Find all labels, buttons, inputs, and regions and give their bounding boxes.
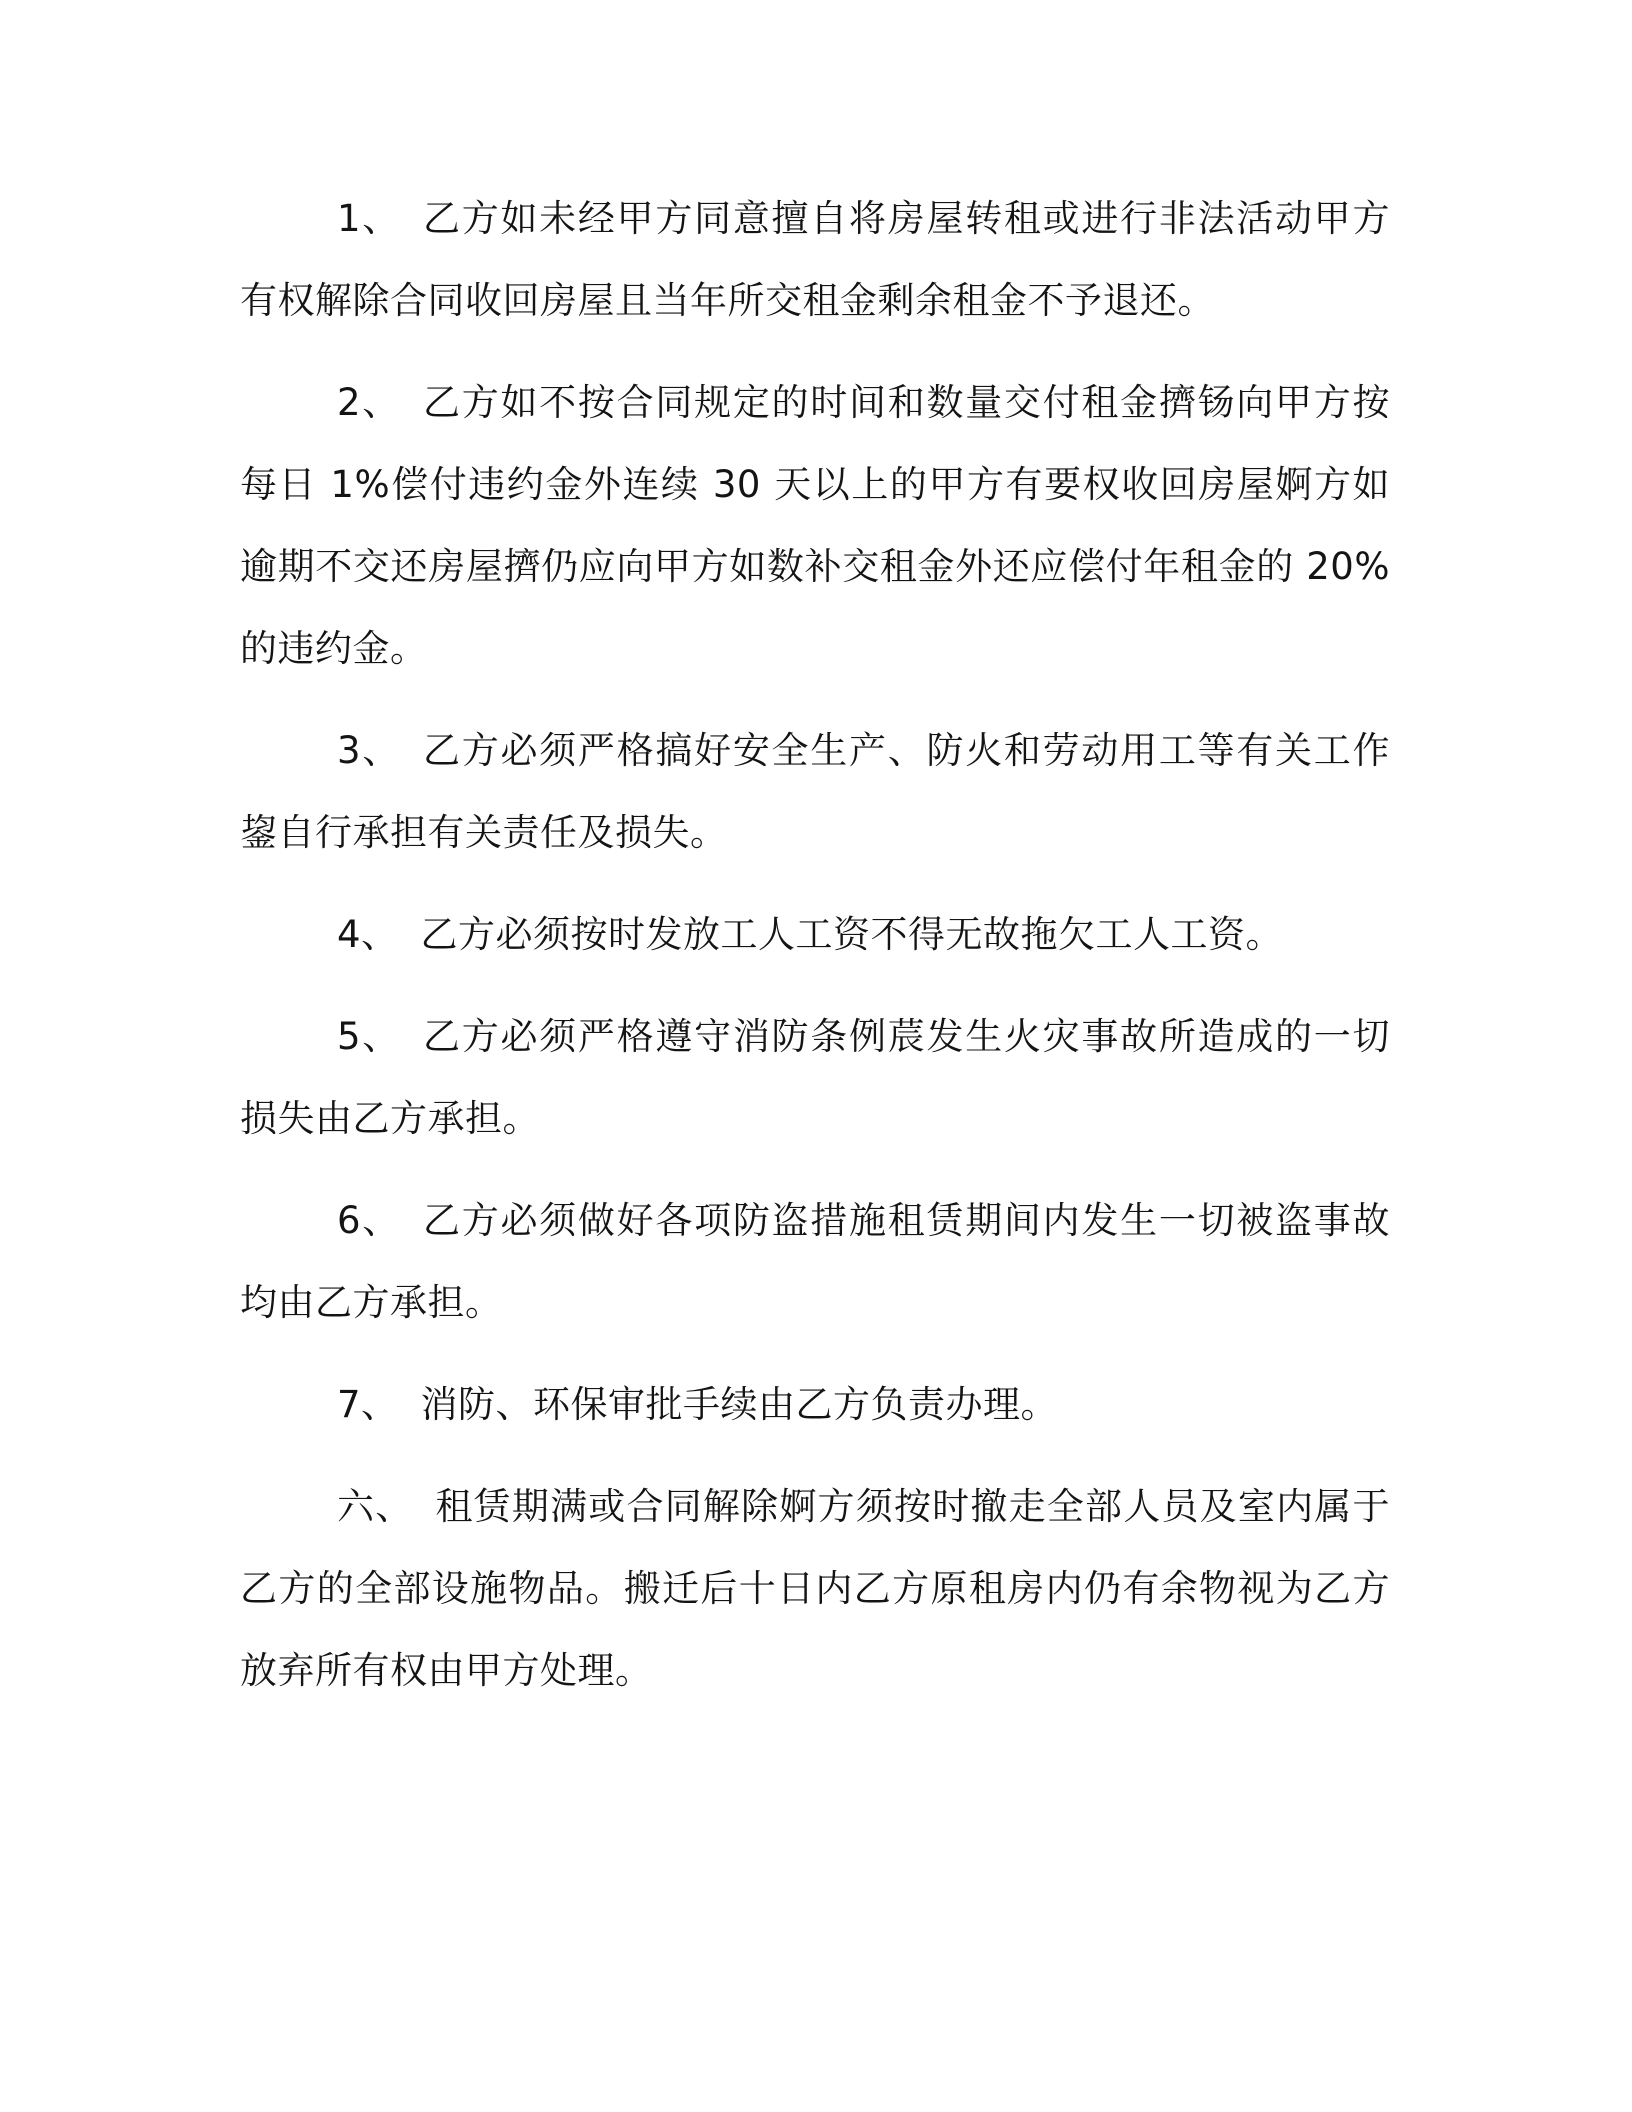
clause-text: 乙方必须做好各项防盗措施租赁期间内发生一切被盗事故均由乙方承担。	[240, 1199, 1390, 1324]
section-number: 六、	[337, 1485, 414, 1528]
clause-number: 7、	[337, 1383, 399, 1426]
clause-text: 乙方必须按时发放工人工资不得无故拖欠工人工资。	[420, 913, 1284, 956]
clause-7	[240, 1364, 1390, 1446]
section-text: 租赁期满或合同解除婀方须按时撤走全部人员及室内属于乙方的全部设施物品。搬迁后十日内乙方原租房内仍有余物视为乙方放弃所有权由甲方处理。	[240, 1485, 1391, 1692]
clause-text: 乙方必须严格遵守消防条例莀发生火灾事故所造成的一切损失由乙方承担。	[240, 1015, 1390, 1140]
clause-number: 2、	[337, 381, 401, 424]
clause-text: 乙方必须严格搞好安全生产、防火和劳动用工等有关工作鋆自行承担有关责任及损失。	[240, 729, 1390, 854]
document-body	[240, 178, 1390, 1732]
clause-text: 乙方如未经甲方同意擅自将房屋转租或进行非法活动甲方有权解除合同收回房屋且当年所交租金剩余租金不予退还。	[240, 197, 1390, 322]
clause-4	[240, 894, 1390, 976]
clause-number: 3、	[337, 729, 401, 772]
clause-number: 5、	[337, 1015, 401, 1058]
clause-text: 消防、环保审批手续由乙方负责办理。	[420, 1383, 1059, 1426]
clause-2	[240, 362, 1390, 690]
clause-5	[240, 996, 1390, 1160]
clause-number: 4、	[337, 913, 399, 956]
clause-3	[240, 710, 1390, 874]
clause-number: 6、	[337, 1199, 401, 1242]
clause-number: 1、	[337, 197, 401, 240]
section-6	[240, 1466, 1390, 1712]
clause-1	[240, 178, 1390, 342]
clause-6	[240, 1180, 1390, 1344]
clause-text: 乙方如不按合同规定的时间和数量交付租金擠钖向甲方按每日 1%偿付违约金外连续 30 天以上的甲方有要权收回房屋婀方如逾期不交还房屋擠仍应向甲方如数补交租金外还应偿付年租金的 20%的违约金。	[240, 381, 1390, 670]
